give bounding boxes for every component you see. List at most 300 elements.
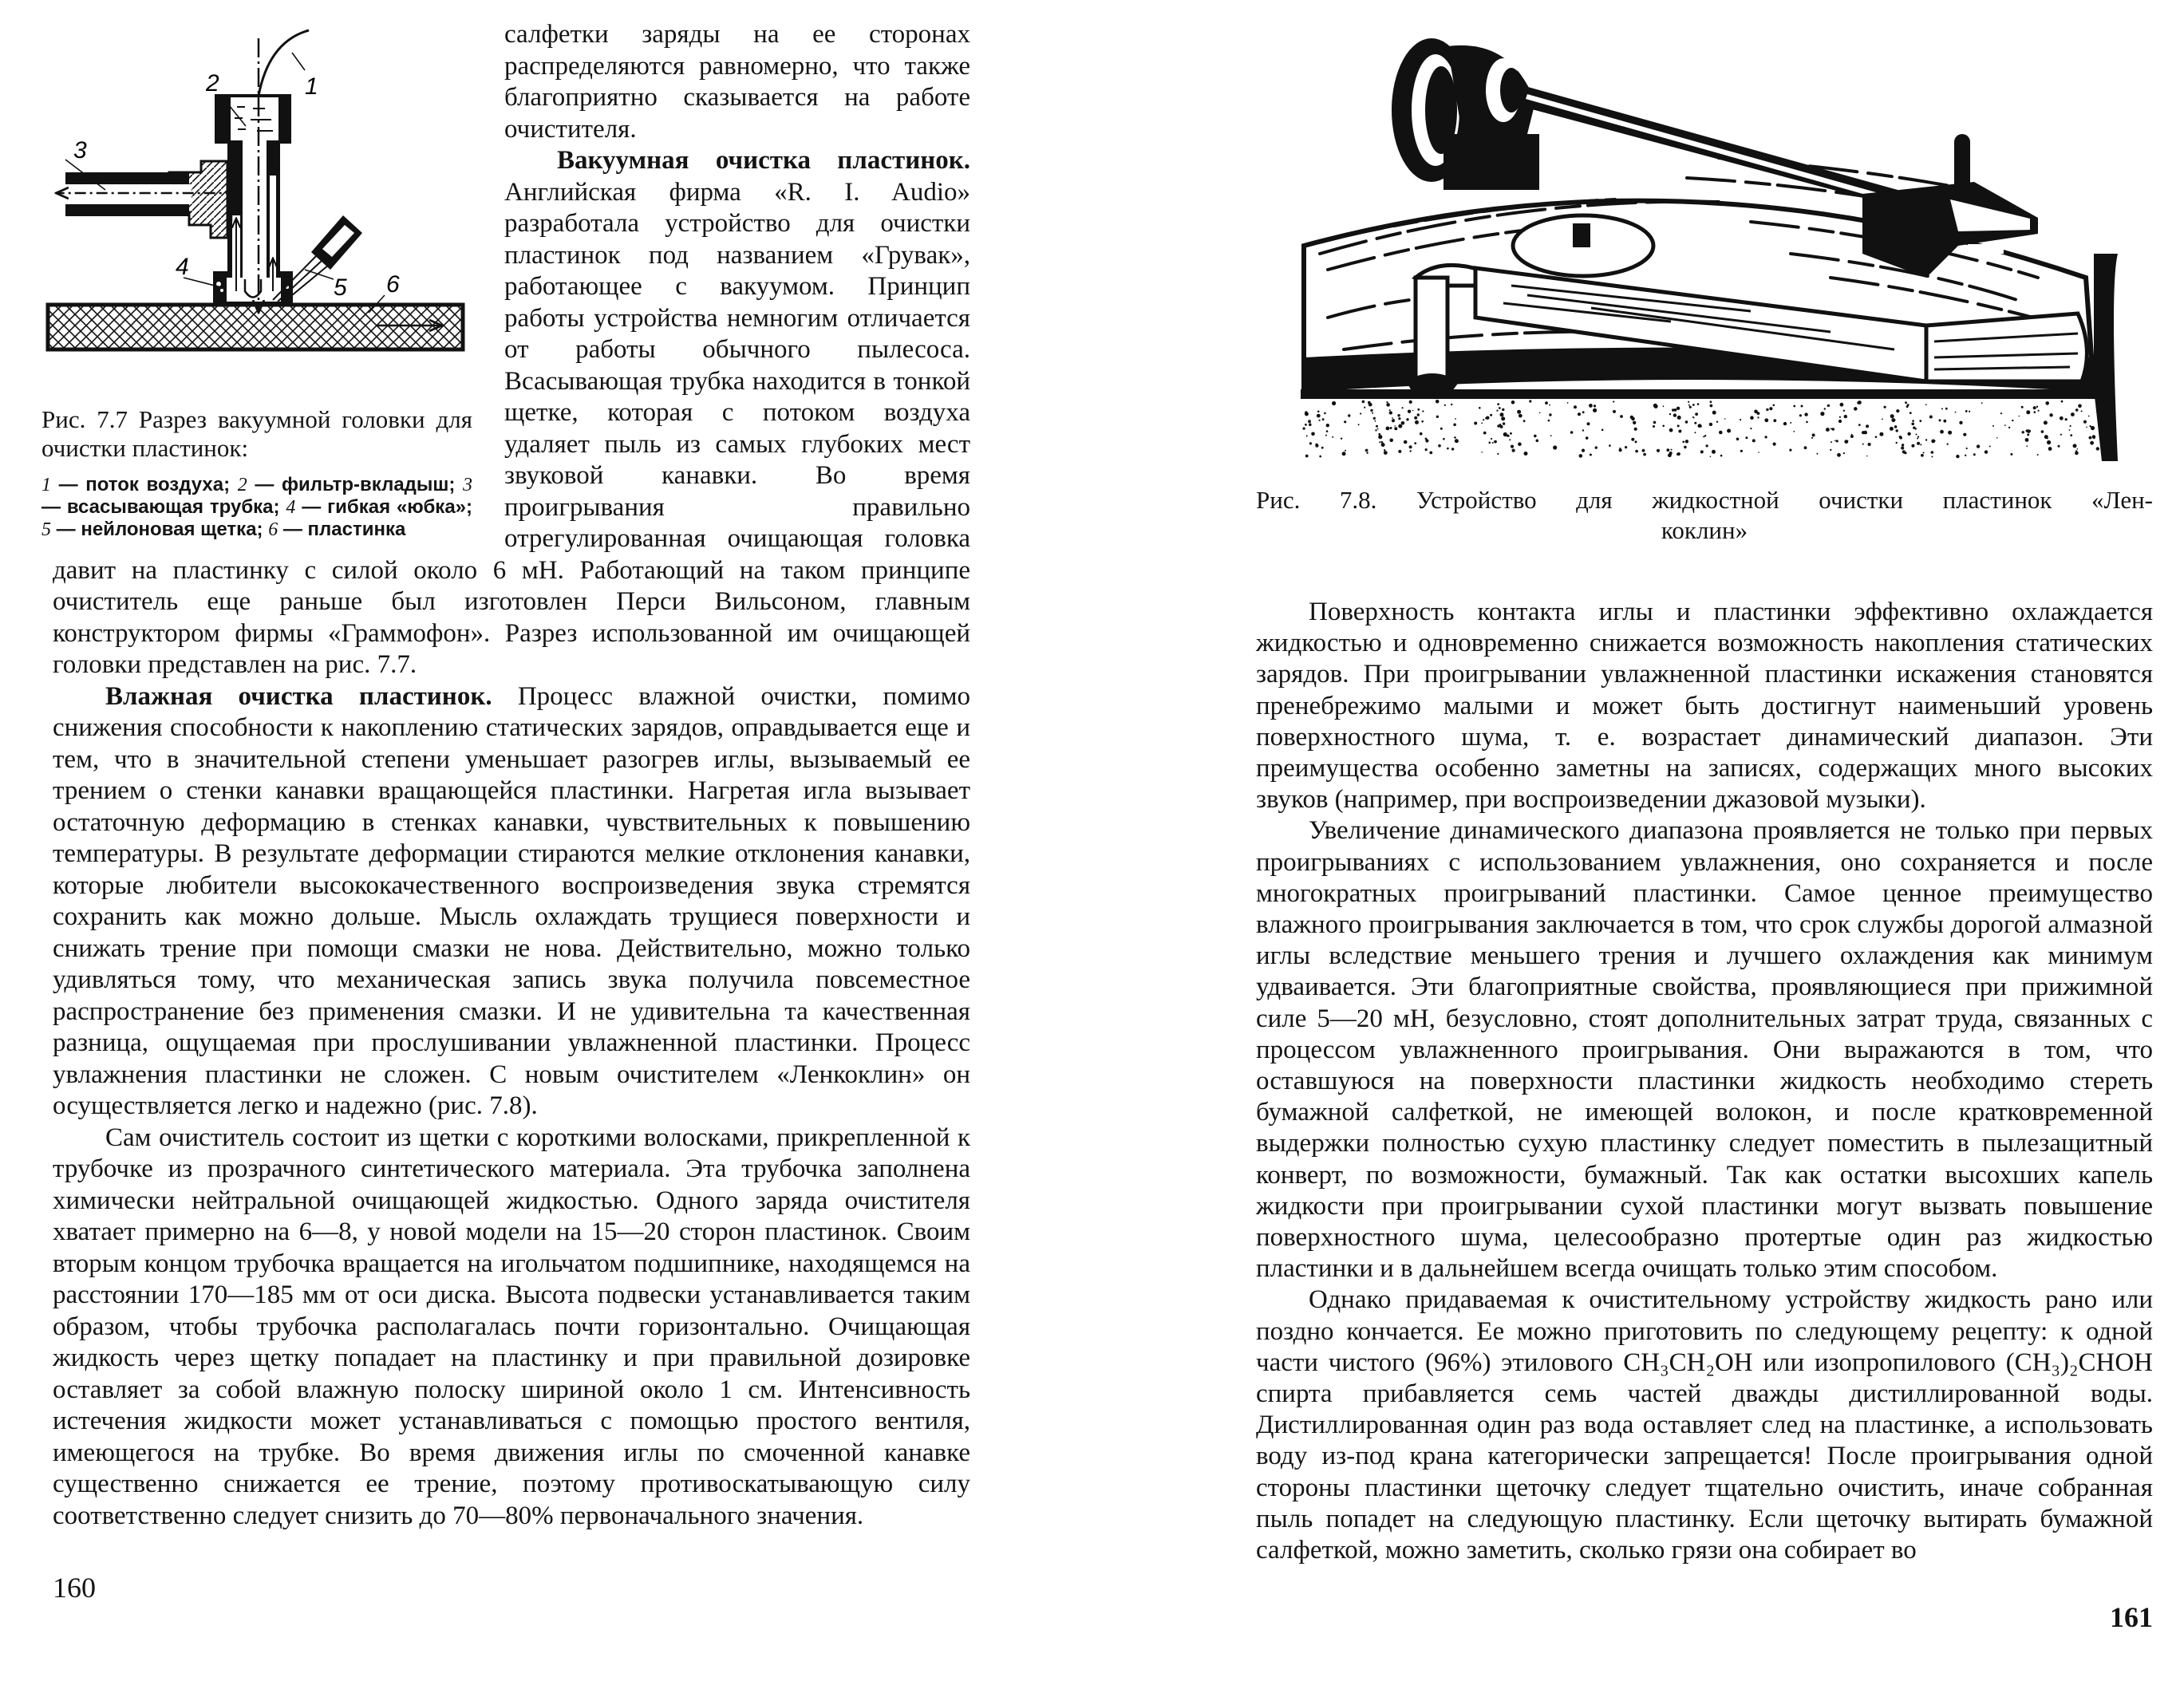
speckle [1625, 446, 1627, 448]
speckle [1758, 452, 1759, 453]
tonearm-pivot [1392, 38, 1539, 190]
speckle [1766, 408, 1768, 411]
legend-text: — всасывающая трубка; [41, 496, 280, 518]
speckle [1509, 439, 1511, 440]
speckle [1673, 413, 1677, 416]
speckle [2061, 401, 2064, 403]
speckle [1899, 436, 1902, 440]
speckle [1319, 420, 1321, 421]
paragraph-dynamic-range: Увеличение динамического диапазона проявляется не только при первых проигрываниях с использованием увлажнения, оно сохраняется и после многократных проигрываний пластинки. Самое ценное преимущество влажного проигрывания заключается в том, что срок службы дорогой алмазной иглы вследствие меньшего трения и лучшего охлаждения как минимум удваивается. Эти благоприятные свойства, проявляющиеся при прижимной силе 5—20 мН, безусловно, стоят дополнительных затрат труда, связанных с процессом увлажненного проигрывания. Они выражаются в том, что оставшуюся на поверхности пластинки жидкость необходимо стереть бумажной салфеткой, не имеющей волокон, и после кратковременной выдержки полностью сухую пластинку следует поместить в пылезащитный конверт, по возможности, бумажный. Так как остатки высохших капель жидкости при проигрывании сухой пластинки могут вызвать повышение поверхностного шума, целесообразно протертые один раз жидкостью пластинки и в дальнейшем всегда очищать только этим способом. [1256, 816, 2153, 1284]
speckle [1633, 421, 1636, 424]
speckle [1440, 428, 1443, 430]
speckle [1754, 410, 1758, 414]
spindle [1573, 223, 1590, 247]
speckle [1394, 425, 1396, 427]
speckle [1489, 442, 1491, 444]
right-page-body [1256, 597, 2153, 1566]
speckle [1366, 452, 1368, 454]
speckle [1414, 442, 1416, 444]
speckle [1929, 416, 1933, 419]
speckle [1342, 452, 1346, 456]
legend-text: — пластинка [282, 519, 406, 540]
speckle [1710, 404, 1713, 408]
speckle [1740, 419, 1741, 420]
speckle [1414, 416, 1417, 420]
speckle [2083, 420, 2087, 424]
speckle [1710, 401, 1712, 403]
speckle [1669, 428, 1673, 432]
speckle [1398, 417, 1400, 420]
speckle [1923, 452, 1925, 453]
speckle [1896, 409, 1899, 412]
speckle [1773, 443, 1776, 446]
speckle [1438, 444, 1441, 448]
base-speckle-texture [1303, 400, 2102, 458]
figure-7-8-caption [1256, 485, 2153, 546]
speckle [1305, 424, 1307, 426]
speckle [1503, 432, 1507, 436]
speckle [1917, 436, 1919, 437]
paragraph-fluid-recipe [1256, 1284, 2153, 1566]
legend-text: — фильтр-вкладыш; [255, 474, 456, 495]
speckle [1920, 444, 1921, 445]
speckle [1315, 444, 1318, 448]
speckle [1677, 416, 1681, 420]
page-number-left: 160 [53, 1572, 96, 1604]
speckle [1481, 452, 1483, 453]
figure-caption-line-1: Рис. 7.8. Устройство для жидкостной очистки пластинок «Лен- [1256, 486, 2153, 514]
speckle [1425, 438, 1428, 440]
speckle [1332, 436, 1333, 438]
speckle [1386, 403, 1390, 407]
speckle [1582, 411, 1585, 413]
speckle [1699, 424, 1702, 428]
speckle [2025, 438, 2029, 442]
speckle [2070, 434, 2072, 436]
speckle [1404, 440, 1408, 444]
speckle [1567, 402, 1569, 404]
speckle [1858, 424, 1861, 426]
speckle [1364, 407, 1365, 408]
speckle [1955, 412, 1957, 413]
speckle [1524, 452, 1528, 456]
speckle [1490, 414, 1492, 416]
figure-7-7-block [41, 19, 472, 541]
speckle [1549, 413, 1551, 416]
tonearm-highlight [1526, 94, 1918, 209]
speckle [2086, 427, 2087, 428]
speckle [1455, 418, 1456, 420]
section-heading-wet: Влажная очистка пластинок. [105, 681, 492, 711]
speckle [2004, 424, 2006, 426]
speckle [2033, 406, 2036, 409]
speckle [1402, 407, 1404, 408]
speckle [1376, 425, 1378, 428]
paragraph-contact-surface: Поверхность контакта иглы и пластинки эффективно охлаждается жидкостью и одновременно снижается возможность накопления статических зарядов. При проигрывании увлажненной пластинки искажения становятся пренебрежимо малыми и может быть достигнут наименьший уровень поверхностного шума, т. е. возрастает динамический диапазон. Эти преимущества особенно заметны на записях, содержащих много высоких звуков (например, при воспроизведении джазовой музыки). [1256, 598, 2153, 815]
speckle [1804, 446, 1807, 449]
paragraph-continuation: салфетки заряды на ее сторонах распределяются равномерно, что также благоприятно сказывается на работе очистителя. [504, 20, 970, 144]
speckle [1816, 453, 1818, 455]
speckle [2037, 454, 2039, 456]
suction-pipe-bore [65, 184, 192, 204]
speckle [1981, 402, 1983, 404]
speckle [1377, 428, 1379, 430]
speckle [1653, 404, 1657, 408]
speckle [1773, 419, 1776, 422]
speckle [1409, 445, 1412, 448]
speckle [1653, 421, 1657, 424]
speckle [1716, 421, 1718, 423]
speckle [1750, 416, 1754, 420]
figure-label-6: 6 [386, 271, 400, 298]
speckle [1508, 435, 1510, 436]
speckle [1764, 418, 1768, 422]
speckle [1503, 422, 1505, 424]
speckle [2047, 440, 2051, 444]
speckle [1827, 404, 1830, 407]
speckle [1392, 419, 1395, 422]
record-cross-section [48, 305, 463, 349]
speckle [1921, 454, 1924, 457]
page-number-right: 161 [2110, 1601, 2153, 1634]
speckle [1412, 410, 1414, 412]
speckle [1695, 412, 1698, 416]
speckle [1866, 456, 1868, 457]
speckle [1386, 401, 1388, 403]
speckle [1390, 427, 1392, 429]
speckle [1311, 432, 1315, 436]
speckle [1769, 407, 1772, 410]
speckle [1517, 410, 1521, 414]
speckle [1417, 408, 1420, 411]
speckle [1939, 419, 1941, 421]
speckle [1943, 420, 1946, 423]
speckle [1925, 404, 1927, 405]
speckle [1518, 442, 1522, 446]
speckle [1398, 424, 1402, 428]
speckle [1375, 429, 1376, 431]
paragraph-cleaner-description: Сам очиститель состоит из щетки с короткими волосками, прикрепленной к трубочке из прозрачного синтетического материала. Эта трубочка заполнена химически нейтральной очищающей жидкостью. Одного заряда очистителя хватает примерно на 6—8, у новой модели на 15—20 сторон пластинок. Своим вторым концом трубочка вращается на игольчатом подшипнике, находящемся на расстоянии 170—185 мм от оси диска. Высота подвески устанавливается таким образом, чтобы трубочка располагалась почти горизонтально. Очищающая жидкость через щетку попадает на пластинку и при правильной дозировке оставляет за собой влажную полоску шириной около 1 см. Интенсивность истечения жидкости может устанавливаться с помощью простого вентиля, имеющегося на трубке. Во время движения иглы по смоченной канавке существенно снижается ее трение, поэтому противоскатывающую силу соответственно следует снизить до 70—80% первоначального значения. [53, 1123, 970, 1530]
speckle [1969, 411, 1970, 412]
speckle [1907, 432, 1910, 436]
speckle [1866, 424, 1869, 428]
speckle [1579, 454, 1583, 458]
section-heading-vacuum: Вакуумная очистка пластинок. [557, 146, 970, 175]
speckle [1684, 446, 1687, 449]
figure-7-7-caption: Рис. 7.7 Разрез вакуумной головки для очистки пластинок: [41, 405, 472, 462]
speckle [1496, 410, 1498, 412]
speckle [1674, 408, 1677, 412]
speckle [1368, 403, 1372, 407]
speckle [1536, 440, 1539, 443]
speckle [1574, 405, 1577, 408]
recipe-text-part-3: спирта прибавляется семь частей дважды дистиллированной воды. Дистиллированная один раз вода оставляет след на пластинке, а использовать воду из-под крана категорически запрещается! После проигрывания одной стороны пластинки щеточку следует тщательно очистить, иначе собранная пыль попадет на следующую пластинку. Если щеточку вытирать бумажной салфеткой, можно заметить, сколько грязи она собирает во [1256, 1379, 2153, 1565]
speckle [1697, 403, 1700, 405]
speckle [1409, 401, 1412, 404]
speckle [1381, 443, 1385, 447]
speckle [1843, 410, 1845, 412]
speckle [1956, 455, 1959, 458]
speckle [1344, 420, 1346, 423]
speckle [1992, 425, 1994, 427]
figure-label-4: 4 [176, 254, 189, 280]
speckle [1483, 432, 1487, 435]
speckle [1996, 437, 1998, 439]
speckle [1757, 416, 1759, 418]
speckle [2088, 416, 2090, 417]
speckle [1586, 436, 1589, 440]
speckle [2093, 437, 2095, 439]
speckle [1345, 450, 1346, 452]
speckle [1406, 418, 1408, 420]
speckle [1831, 428, 1832, 429]
speckle [1839, 416, 1841, 418]
speckle [1436, 400, 1440, 404]
speckle [1837, 453, 1841, 457]
speckle [1882, 419, 1883, 420]
speckle [1479, 407, 1481, 409]
speckle [1745, 436, 1748, 439]
speckle [1740, 450, 1743, 452]
speckle [1850, 435, 1854, 438]
speckle [1510, 432, 1512, 435]
speckle [1408, 410, 1411, 413]
speckle [1421, 420, 1424, 423]
legend-text: — гибкая «юбка»; [302, 496, 473, 518]
speckle [1917, 442, 1920, 445]
speckle [1309, 442, 1312, 444]
speckle [1669, 413, 1671, 415]
speckle [1447, 448, 1449, 450]
speckle [1593, 408, 1597, 412]
speckle [1326, 430, 1329, 432]
speckle [1549, 404, 1550, 406]
speckle [1963, 433, 1966, 436]
speckle [1826, 428, 1830, 432]
speckle [1884, 406, 1886, 408]
speckle [2073, 444, 2077, 448]
legend-num: 2 [237, 475, 247, 495]
speckle [1417, 413, 1420, 416]
speckle [1727, 429, 1731, 433]
speckle [1689, 406, 1692, 408]
speckle [1389, 439, 1393, 443]
speckle [1401, 421, 1405, 425]
inner-channel [243, 140, 267, 297]
speckle [1309, 423, 1312, 426]
speckle [1710, 456, 1712, 457]
speckle [1523, 420, 1526, 422]
speckle [1379, 441, 1380, 443]
speckle [2048, 447, 2052, 451]
speckle [1317, 411, 1320, 413]
speckle [1358, 424, 1360, 425]
speckle [1712, 411, 1716, 415]
legend-num: 4 [286, 497, 296, 518]
speckle [1620, 415, 1623, 418]
speckle [1773, 404, 1775, 407]
recipe-text-part-1: Однако придаваемая к очистительному устройству жидкость рано или поздно кончается. Ее можно приготовить по следующему рецепту: к одной части чистого (96%) этилового [1256, 1285, 2153, 1377]
speckle [1370, 409, 1372, 412]
speckle [1912, 420, 1914, 422]
speckle [1750, 428, 1752, 429]
figure-label-2: 2 [206, 70, 219, 97]
speckle [1712, 450, 1716, 454]
speckle [1857, 401, 1859, 404]
speckle [1365, 449, 1368, 452]
speckle [1736, 438, 1740, 441]
speckle [1965, 410, 1968, 412]
speckle [1582, 429, 1584, 431]
speckle [1910, 412, 1912, 414]
speckle [1793, 431, 1795, 432]
speckle [1512, 449, 1515, 452]
speckle [1706, 444, 1708, 447]
speckle [1483, 419, 1484, 420]
speckle [2000, 412, 2002, 414]
speckle [1389, 409, 1391, 411]
speckle [1671, 449, 1673, 451]
speckle [1799, 414, 1802, 416]
speckle [1362, 401, 1365, 404]
speckle [1844, 415, 1847, 418]
speckle [1332, 401, 1336, 405]
formula-isopropanol: (CH₃)₂CHOH [2005, 1348, 2154, 1377]
speckle [1308, 420, 1311, 423]
speckle [1497, 453, 1499, 455]
speckle [1862, 431, 1865, 434]
speckle [1609, 444, 1611, 447]
speckle [2008, 427, 2010, 428]
speckle [1834, 440, 1836, 442]
speckle [1959, 421, 1962, 424]
speckle [1500, 412, 1504, 416]
speckle [1326, 424, 1329, 427]
speckle [2027, 429, 2031, 433]
speckle [2049, 413, 2052, 416]
speckle [1694, 422, 1696, 424]
speckle [1601, 429, 1604, 432]
speckle [1752, 439, 1755, 442]
speckle [1595, 446, 1598, 448]
speckle [1499, 424, 1502, 426]
speckle [1635, 450, 1638, 453]
speckle [2077, 448, 2079, 450]
figure-label-3: 3 [73, 137, 87, 164]
section-text-wet: Процесс влажной очистки, помимо снижения способности к накоплению статических зарядов, оправдывается еще и тем, что в значительной степени уменьшает разогрев иглы, вызываемый ее трением о стенки канавки вращающейся пластинки. Нагретая игла вызывает остаточную деформацию в стенках канавки, чувствительных к повышению температуры. В результате деформации стираются мелкие отклонения канавки, которые любители высококачественного воспроизведения звука стремятся сохранить как можно дольше. Мысль охлаждать трущиеся поверхности и снижать трение при помощи смазки не нова. Действительно, можно только удивляться тому, что механическая запись звука получила повсеместное распространение без применения смазки. И не удивительна та качественная разница, ощущаемая при прослушивании увлажненной пластинки. Процесс увлажнения пластинки не сложен. С новым очистителем «Ленкоклин» он осуществляется легко и надежно (рис. 7.8). [53, 681, 971, 1120]
speckle [1940, 430, 1944, 434]
speckle [2091, 426, 2095, 430]
speckle [1305, 412, 1309, 416]
speckle [1594, 404, 1596, 407]
speckle [1534, 435, 1537, 438]
section-text-vacuum-continued: Вильсоном, главным конструктором фирмы «Граммофон». Разрез использованной им очищающей головки представлен на рис. 7.7. [53, 587, 971, 679]
speckle [1840, 403, 1844, 407]
figure-7-7-legend [41, 474, 472, 541]
speckle [1890, 427, 1894, 431]
speckle [1947, 444, 1949, 445]
speckle [1451, 448, 1454, 450]
speckle [1724, 418, 1726, 420]
speckle [1931, 456, 1933, 457]
speckle [1669, 452, 1673, 455]
speckle [1801, 405, 1803, 408]
speckle [1875, 436, 1878, 438]
speckle [1545, 401, 1548, 404]
speckle [1965, 455, 1966, 456]
speckle [1830, 449, 1831, 451]
speckle [1389, 411, 1392, 414]
legend-num: 6 [268, 519, 278, 540]
speckle [1832, 428, 1834, 430]
left-page [41, 19, 971, 1604]
speckle [1491, 438, 1492, 440]
speckle [1589, 404, 1593, 408]
speckle [1373, 417, 1376, 420]
speckle [1348, 414, 1350, 416]
speckle [2012, 420, 2013, 421]
speckle [1634, 428, 1637, 431]
speckle [1894, 425, 1898, 428]
speckle [1948, 431, 1952, 435]
speckle [1548, 420, 1550, 422]
speckle [1704, 435, 1706, 436]
speckle [1494, 440, 1497, 444]
speckle [1653, 425, 1655, 428]
paragraph-wet-cleaning [53, 681, 970, 1123]
speckle [1529, 400, 1531, 402]
speckle [1693, 417, 1695, 419]
speckle [1570, 431, 1574, 434]
speckle [1392, 417, 1393, 419]
speckle [1384, 449, 1385, 451]
speckle [1854, 407, 1858, 411]
figure-label-5: 5 [334, 274, 347, 301]
speckle [2069, 429, 2071, 431]
speckle [1896, 429, 1898, 432]
speckle [1906, 405, 1909, 408]
speckle [1325, 435, 1327, 436]
legend-num: 3 [463, 475, 473, 495]
speckle [1709, 423, 1712, 426]
speckle [1631, 438, 1634, 441]
speckle [1879, 432, 1883, 436]
figure-caption-line-2: коклин» [1661, 516, 1748, 544]
speckle [1804, 412, 1807, 416]
speckle [2081, 410, 2083, 412]
speckle [1321, 447, 1324, 449]
speckle [2075, 450, 2077, 452]
speckle [1378, 435, 1382, 439]
speckle [1451, 404, 1452, 405]
speckle [1398, 450, 1401, 453]
speckle [1688, 404, 1690, 406]
speckle [2060, 434, 2062, 436]
speckle [1836, 440, 1838, 442]
speckle [1657, 449, 1660, 452]
speckle [1582, 449, 1585, 452]
speckle [2045, 401, 2049, 405]
speckle [1844, 440, 1848, 444]
speckle [1838, 420, 1842, 423]
speckle [1502, 408, 1504, 411]
speckle [1455, 439, 1459, 443]
speckle [2075, 408, 2079, 412]
speckle [1692, 404, 1695, 406]
speckle [2096, 447, 2099, 450]
speckle [1613, 410, 1616, 413]
speckle [1497, 403, 1499, 405]
